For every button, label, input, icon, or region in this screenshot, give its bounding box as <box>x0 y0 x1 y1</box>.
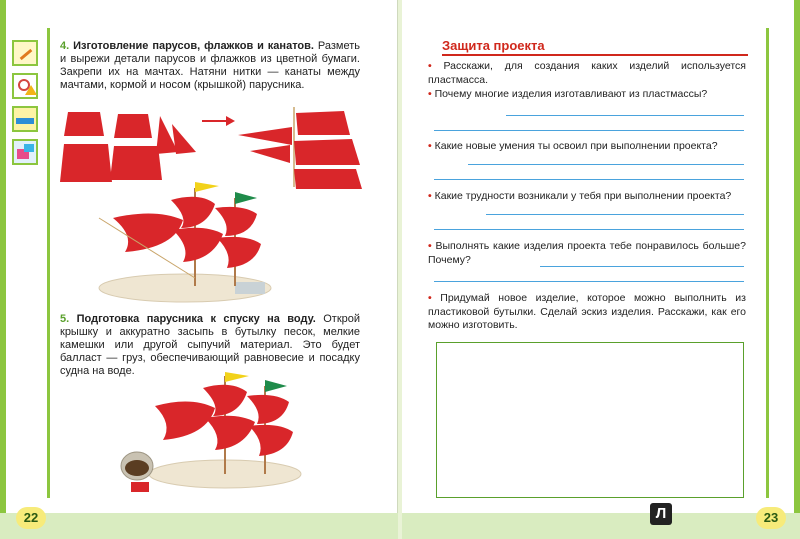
answer-line[interactable] <box>468 164 744 165</box>
section-title: Защита проекта <box>442 38 545 53</box>
right-footer-band <box>402 513 800 539</box>
answer-line[interactable] <box>506 115 744 116</box>
question-1 <box>428 60 746 87</box>
sketch-box[interactable] <box>436 342 744 498</box>
step-5-title: Подготовка парусника к спуску на воду. <box>76 313 316 325</box>
answer-line[interactable] <box>434 179 744 180</box>
page-number-left: 22 <box>16 507 46 529</box>
step-4-number: 4. <box>60 40 70 52</box>
question-6-text: Придумай новое изделие, которое можно выполнить из пластиковой бутылки. Сделай эскиз изделия. Расскажи, как его можно изготовить. <box>428 292 746 331</box>
question-2-text: Почему многие изделия изготавливают из пластмассы? <box>434 88 708 100</box>
answer-line[interactable] <box>434 130 744 131</box>
arrow-icon <box>200 114 236 128</box>
sailboat-image <box>85 178 285 313</box>
right-page-edge <box>794 0 800 539</box>
step-5-number: 5. <box>60 313 70 325</box>
bullet-icon: • <box>428 240 432 252</box>
step-4-paragraph <box>60 40 360 92</box>
question-5 <box>428 240 746 267</box>
bullet-icon: • <box>428 190 432 202</box>
bullet-icon: • <box>428 88 432 100</box>
answer-line[interactable] <box>434 281 744 282</box>
question-3-text: Какие новые умения ты освоил при выполнении проекта? <box>434 140 718 152</box>
left-footer-band <box>0 513 398 539</box>
question-4-text: Какие трудности возникали у тебя при выполнении проекта? <box>434 190 732 202</box>
left-margin-bar <box>47 28 50 498</box>
step-4-title: Изготовление парусов, флажков и канатов. <box>73 40 314 52</box>
bullet-icon: • <box>428 292 432 304</box>
pencil-icon <box>12 40 38 66</box>
bullet-icon: • <box>428 60 432 72</box>
right-margin-bar <box>766 28 769 498</box>
answer-line[interactable] <box>434 229 744 230</box>
side-icon-column <box>12 40 38 172</box>
section-title-rule <box>442 54 748 56</box>
answer-line[interactable] <box>540 266 744 267</box>
glue-icon <box>12 139 38 165</box>
question-5-text: Выполнять какие изделия проекта тебе понравилось больше? Почему? <box>428 240 746 266</box>
question-4 <box>428 190 746 204</box>
question-1-text: Расскажи, для создания каких изделий используется пластмасса. <box>428 60 746 86</box>
assembled-sails-image <box>234 105 366 189</box>
step-4-text: Разметь и вырежи детали парусов и флажков из цветной бумаги. Закрепи их на мачтах. Натяни нитки — канаты между мачтами, кормой и носом (крышкой) парусника. <box>60 40 360 91</box>
ruler-icon <box>12 106 38 132</box>
page-number-right: 23 <box>756 507 786 529</box>
question-3 <box>428 140 746 154</box>
answer-line[interactable] <box>486 214 744 215</box>
sailboat-with-ballast-image <box>115 370 305 500</box>
publisher-logo-icon: Л <box>650 503 672 525</box>
step-5-text: Открой крышку и аккуратно засыпь в бутылку песок, мелкие камешки или другой сыпучий материал. Это будет балласт — груз, обеспечивающий равновесие и посадку судна на воде. <box>60 313 361 377</box>
scissors-icon <box>12 73 38 99</box>
question-6 <box>428 292 746 333</box>
bullet-icon: • <box>428 140 432 152</box>
step-5-paragraph <box>60 313 360 378</box>
sail-pieces-image <box>60 108 200 186</box>
question-2 <box>428 88 746 102</box>
left-page-edge <box>0 0 6 539</box>
